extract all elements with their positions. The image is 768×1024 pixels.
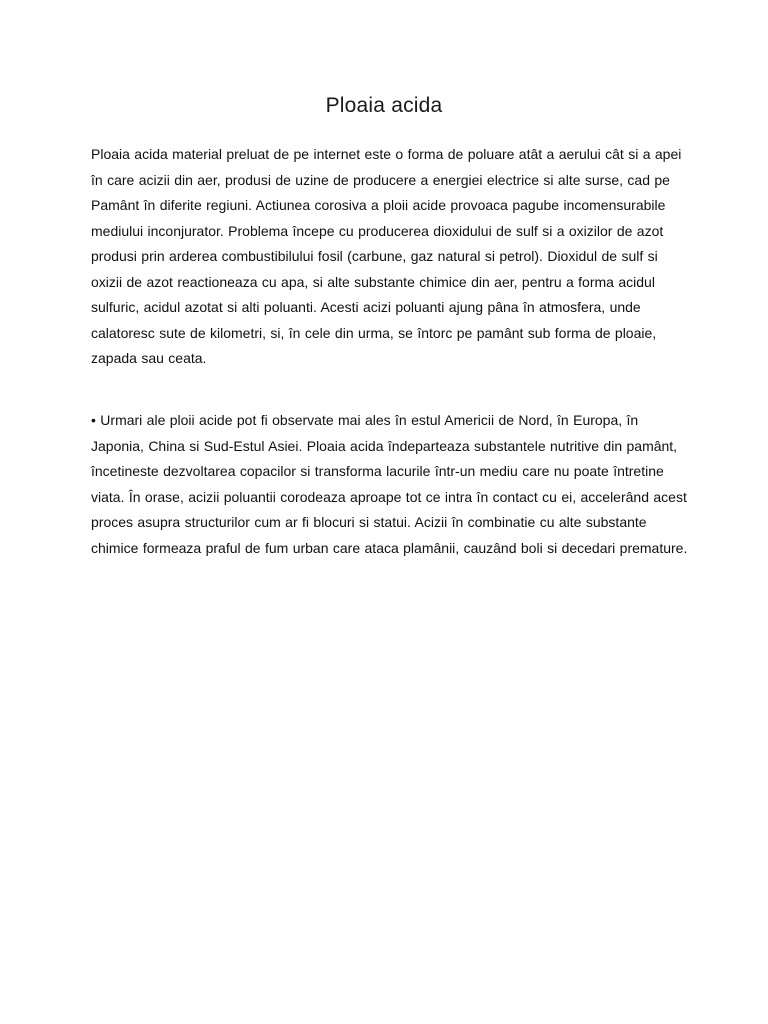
paragraph-effects: • Urmari ale ploii acide pot fi observate mai ales în estul Americii de Nord, în Europa, în Japonia, China si Sud-Estul Asiei. Ploaia acida îndeparteaza substantele nutritive din pamânt, încetineste dezvoltarea copacilor si transforma lacurile într-un mediu care nu poate întretine viata. În orase, acizii poluantii corodeaza aproape tot ce intra în contact cu ei, accelerând acest proces asupra structurilor cum ar fi blocuri si statui. Acizii în combinatie cu alte substante chimice formeaza praful de fum urban care ataca plamânii, cauzând boli si decedari premature. [91,412,688,556]
paragraph-intro: Ploaia acida material preluat de pe internet este o forma de poluare atât a aerului cât si a apei în care acizii din aer, produsi de uzine de producere a energiei electrice si alte surse, cad pe Pamânt în diferite regiuni. Actiunea corosiva a ploii acide provoaca pagube incomensurabile mediului inconjurator. Problema începe cu producerea dioxidului de sulf si a oxizilor de azot produsi prin arderea combustibilului fosil (carbune, gaz natural si petrol). Dioxidul de sulf si oxizii de azot reactioneaza cu apa, si alte substante chimice din aer, pentru a forma acidul sulfuric, acidul azotat si alti poluanti. Acesti acizi poluanti ajung pâna în atmosfera, unde calatoresc sute de kilometri, si, în cele din urma, se întorc pe pamânt sub forma de ploaie, zapada sau ceata. [91,146,682,366]
document-title: Ploaia acida [325,94,443,117]
